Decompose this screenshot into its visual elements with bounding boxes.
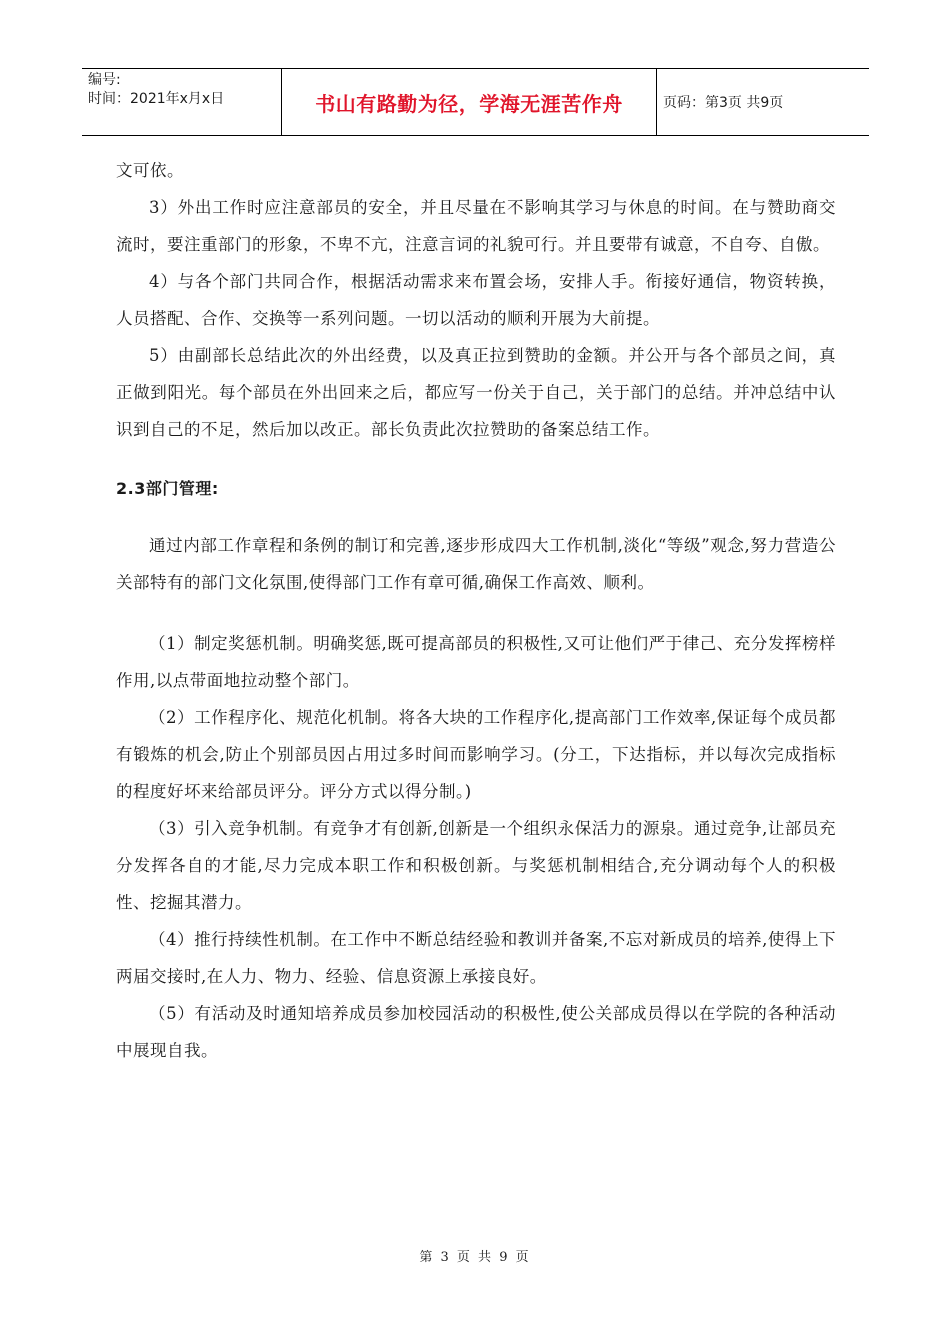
header-page-code: 页码：第3页 共9页 bbox=[663, 95, 784, 111]
page-header bbox=[82, 68, 869, 136]
paragraph-4: 4）与各个部门共同合作，根据活动需求来布置会场，安排人手。衔接好通信，物资转换，人员搭配、合作、交换等一系列问题。一切以活动的顺利开展为大前提。 bbox=[116, 272, 836, 328]
list-item-3: （3）引入竞争机制。有竞争才有创新,创新是一个组织永保活力的源泉。通过竞争,让部员充分发挥各自的才能,尽力完成本职工作和积极创新。与奖惩机制相结合,充分调动每个人的积极性、挖掘其潜力。 bbox=[116, 819, 836, 912]
document-body bbox=[116, 152, 836, 1069]
paragraph-3: 3）外出工作时应注意部员的安全，并且尽量在不影响其学习与休息的时间。在与赞助商交流时，要注重部门的形象，不卑不亢，注意言词的礼貌可行。并且要带有诚意，不自夸、自傲。 bbox=[116, 198, 836, 254]
paragraph-5: 5）由副部长总结此次的外出经费，以及真正拉到赞助的金额。并公开与各个部员之间，真正做到阳光。每个部员在外出回来之后，都应写一份关于自己，关于部门的总结。并冲总结中认识到自己的不足，然后加以改正。部长负责此次拉赞助的备案总结工作。 bbox=[116, 346, 836, 439]
section-heading: 2.3部门管理: bbox=[116, 479, 219, 498]
number-label: 编号: bbox=[88, 72, 121, 88]
header-meta bbox=[82, 69, 282, 135]
section-intro: 通过内部工作章程和条例的制订和完善,逐步形成四大工作机制,淡化“等级”观念,努力营造公关部特有的部门文化氛围,使得部门工作有章可循,确保工作高效、顺利。 bbox=[116, 536, 836, 592]
paragraph-continuation: 文可依。 bbox=[116, 161, 184, 180]
list-item-5: （5）有活动及时通知培养成员参加校园活动的积极性,使公关部成员得以在学院的各种活动中展现自我。 bbox=[116, 1004, 836, 1060]
header-motto: 书山有路勤为径，学海无涯苦作舟 bbox=[282, 69, 657, 135]
page-footer: 第 3 页 共 9 页 bbox=[419, 1250, 531, 1265]
list-item-2: （2）工作程序化、规范化机制。将各大块的工作程序化,提高部门工作效率,保证每个成员都有锻炼的机会,防止个别部员因占用过多时间而影响学习。(分工，下达指标，并以每次完成指标的程度好坏来给部员评分。评分方式以得分制。) bbox=[116, 708, 836, 801]
list-item-1: （1）制定奖惩机制。明确奖惩,既可提高部员的积极性,又可让他们严于律己、充分发挥榜样作用,以点带面地拉动整个部门。 bbox=[116, 634, 836, 690]
list-item-4: （4）推行持续性机制。在工作中不断总结经验和教训并备案,不忘对新成员的培养,使得上下两届交接时,在人力、物力、经验、信息资源上承接良好。 bbox=[116, 930, 836, 986]
date-label: 时间：2021年x月x日 bbox=[88, 91, 225, 107]
